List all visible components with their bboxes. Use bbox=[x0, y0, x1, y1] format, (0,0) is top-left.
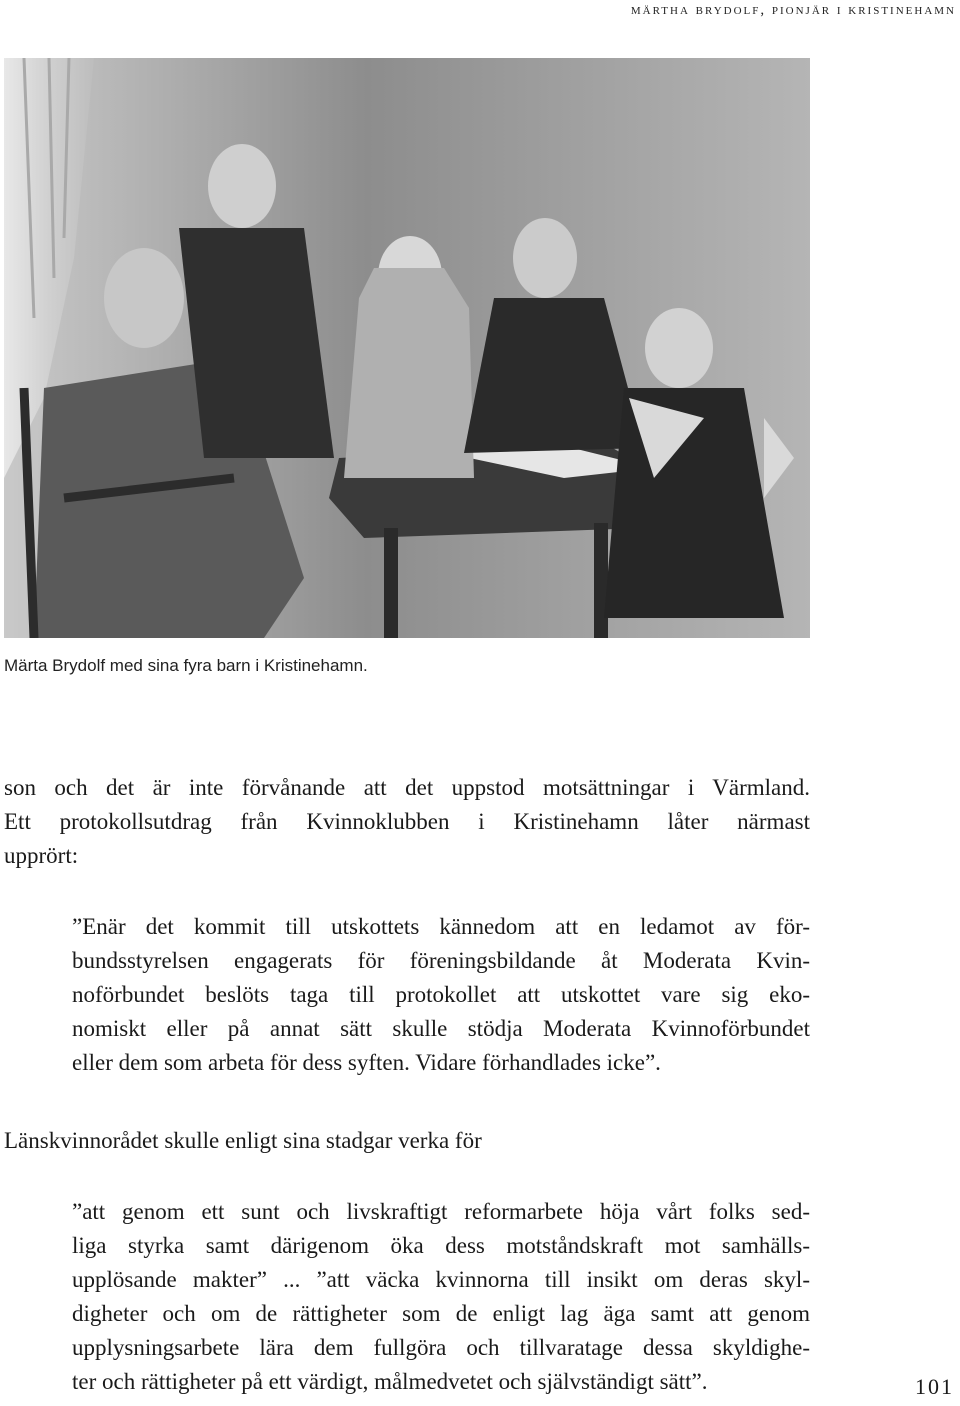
family-photograph bbox=[4, 58, 810, 638]
block-quote-2 bbox=[72, 1195, 810, 1399]
quote-1-line: ”Enär det kommit till utskottets kännedom att en ledamot av för- bbox=[72, 914, 810, 939]
quote-1-line: eller dem som arbeta för dess syften. Vidare förhandlades icke”. bbox=[72, 1050, 661, 1075]
page-number: 101 bbox=[915, 1374, 954, 1399]
paragraph-2-line: Länskvinnorådet skulle enligt sina stadgar verka för bbox=[4, 1128, 482, 1153]
quote-1-line: nomiskt eller på annat sätt skulle stödja Moderata Kvinnoförbundet bbox=[72, 1016, 810, 1041]
quote-1-line: bundsstyrelsen engagerats för föreningsbildande åt Moderata Kvin- bbox=[72, 948, 810, 973]
quote-2-line: upplösande makter” ... ”att väcka kvinnorna till insikt om deras skyl- bbox=[72, 1267, 810, 1292]
quote-2-line: ter och rättigheter på ett värdigt, målmedvetet och självständigt sätt”. bbox=[72, 1369, 708, 1394]
quote-2-line: ”att genom ett sunt och livskraftigt reformarbete höja vårt folks sed- bbox=[72, 1199, 810, 1224]
paragraph-1-line: upprört: bbox=[4, 843, 79, 868]
quote-1-line: noförbundet beslöts taga till protokollet att utskottet vare sig eko- bbox=[72, 982, 810, 1007]
photo-caption: Märta Brydolf med sina fyra barn i Kristinehamn. bbox=[4, 656, 368, 675]
quote-2-line: digheter och om de rättigheter som de enligt lag äga samt att genom bbox=[72, 1301, 810, 1326]
block-quote-1 bbox=[72, 910, 810, 1080]
paragraph-1-line: son och det är inte förvånande att det uppstod motsättningar i Värmland. bbox=[4, 775, 810, 800]
paragraph-1-line: Ett protokollsutdrag från Kvinnoklubben i Kristinehamn låter närmast bbox=[4, 809, 810, 834]
running-head: märtha brydolf, pionjär i kristinehamn bbox=[630, 2, 956, 18]
paragraph-2 bbox=[4, 1124, 810, 1158]
quote-2-line: upplysningsarbete lära dem fullgöra och tillvaratage dessa skyldighe- bbox=[72, 1335, 810, 1360]
paragraph-1 bbox=[4, 771, 810, 873]
quote-2-line: liga styrka samt därigenom öka dess motståndskraft mot samhälls- bbox=[72, 1233, 810, 1258]
